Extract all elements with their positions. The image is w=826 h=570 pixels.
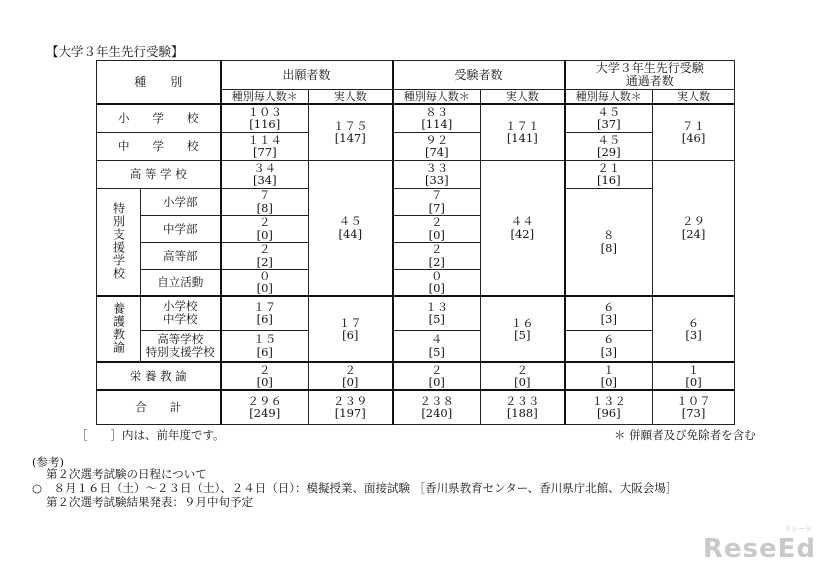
- logo-text: ReseEd: [702, 534, 816, 564]
- cell: ４ [5]: [393, 330, 481, 362]
- cell: ２ [0]: [393, 215, 481, 242]
- header-applicants: 出願者数: [221, 61, 393, 90]
- cell: ２３８ [240]: [393, 390, 481, 424]
- row-label-nutrition: 栄 養 教 諭: [97, 362, 221, 390]
- cell: ２ [0]: [309, 362, 393, 390]
- header-kind: 種 別: [97, 61, 221, 105]
- cell: ２ [2]: [393, 242, 481, 269]
- header-passers: [565, 61, 735, 90]
- cell: ８３ [114]: [393, 104, 481, 132]
- cell: ７１ [46]: [653, 104, 735, 160]
- row-label-yogo-elem-jhs: 小学校 中学校: [141, 296, 221, 330]
- cell: ４４ [42]: [481, 160, 565, 296]
- cell: ２９ [24]: [653, 160, 735, 296]
- row-label-total: 合 計: [97, 390, 221, 424]
- cell: １３２ [96]: [565, 390, 653, 424]
- row-label-sped-junior-high: 中学部: [141, 215, 221, 242]
- row-label-sped-elementary: 小学部: [141, 188, 221, 215]
- cell: １ [0]: [653, 362, 735, 390]
- cell: ４５ [29]: [565, 132, 653, 160]
- footnote-asterisk: ＊ 併願者及び免除者を含む: [614, 428, 756, 442]
- cell: ０ [0]: [393, 269, 481, 296]
- cell: １７１ [141]: [481, 104, 565, 160]
- sub-by-type: 種別毎人数＊: [393, 90, 481, 105]
- reference-title: (参考): [32, 455, 64, 469]
- cell: ２９６ [249]: [221, 390, 309, 424]
- cell: １７５ [147]: [309, 104, 393, 160]
- cell: ２ [0]: [221, 215, 309, 242]
- cell: ３３ [33]: [393, 160, 481, 188]
- row-group-special-support: 特別支援学校: [97, 188, 141, 296]
- cell: ７ [8]: [221, 188, 309, 215]
- cell: ２１ [16]: [565, 160, 653, 188]
- cell: ２ [2]: [221, 242, 309, 269]
- cell: ４５ [44]: [309, 160, 393, 296]
- table-caption: 【大学３年生先行受験】: [46, 44, 184, 59]
- header-passers-line2: 通過者数: [625, 74, 674, 88]
- sub-actual: 実人数: [653, 90, 735, 105]
- cell: １ [0]: [565, 362, 653, 390]
- footnote-previous-year: ［ ］内は、前年度です。: [76, 428, 225, 442]
- cell: １３ [5]: [393, 296, 481, 330]
- reference-line-3: 第２次選考試験結果発表：９月中旬予定: [46, 495, 253, 509]
- cell: ０ [0]: [221, 269, 309, 296]
- row-label-yogo-hs-sped: 高等学校 特別支援学校: [141, 330, 221, 362]
- cell: ７ [7]: [393, 188, 481, 215]
- reference-line-1: 第２次選考試験の日程について: [46, 467, 207, 481]
- sub-actual: 実人数: [309, 90, 393, 105]
- cell: ２ [0]: [221, 362, 309, 390]
- cell: １１４ [77]: [221, 132, 309, 160]
- cell: １０７ [73]: [653, 390, 735, 424]
- cell: ９２ [74]: [393, 132, 481, 160]
- cell: ２３９ [197]: [309, 390, 393, 424]
- row-label-sped-independence: 自立活動: [141, 269, 221, 296]
- cell: ６ [3]: [653, 296, 735, 362]
- cell: １０３ [116]: [221, 104, 309, 132]
- cell: ４５ [37]: [565, 104, 653, 132]
- cell: ６ [3]: [565, 296, 653, 330]
- cell: ３４ [34]: [221, 160, 309, 188]
- reference-line-2: ○ ８月１６日（土）～２３日（土）、２４日（日）：模擬授業、面接試験 ［香川県教育センター、香川県庁北館、大阪会場］: [32, 481, 678, 495]
- header-examinees: 受験者数: [393, 61, 565, 90]
- row-label-sped-high: 高等部: [141, 242, 221, 269]
- results-table: [96, 60, 735, 425]
- logo-small-text: リシード: [784, 525, 812, 533]
- row-label-high-school: 高 等 学 校: [97, 160, 221, 188]
- sub-actual: 実人数: [481, 90, 565, 105]
- cell: ２ [0]: [481, 362, 565, 390]
- resed-logo: [702, 525, 816, 564]
- sub-by-type: 種別毎人数＊: [565, 90, 653, 105]
- row-label-junior-high: 中 学 校: [97, 132, 221, 160]
- cell: ６ [3]: [565, 330, 653, 362]
- sub-by-type: 種別毎人数＊: [221, 90, 309, 105]
- header-passers-line1: 大学３年生先行受験: [595, 61, 704, 75]
- cell: ８ [8]: [565, 188, 653, 296]
- cell: １７ [6]: [221, 296, 309, 330]
- cell: １５ [6]: [221, 330, 309, 362]
- cell: ２ [0]: [393, 362, 481, 390]
- cell: １７ [6]: [309, 296, 393, 362]
- row-group-yogo: 養護教諭: [97, 296, 141, 362]
- cell: ２３３ [188]: [481, 390, 565, 424]
- row-label-elementary: 小 学 校: [97, 104, 221, 132]
- cell: １６ [5]: [481, 296, 565, 362]
